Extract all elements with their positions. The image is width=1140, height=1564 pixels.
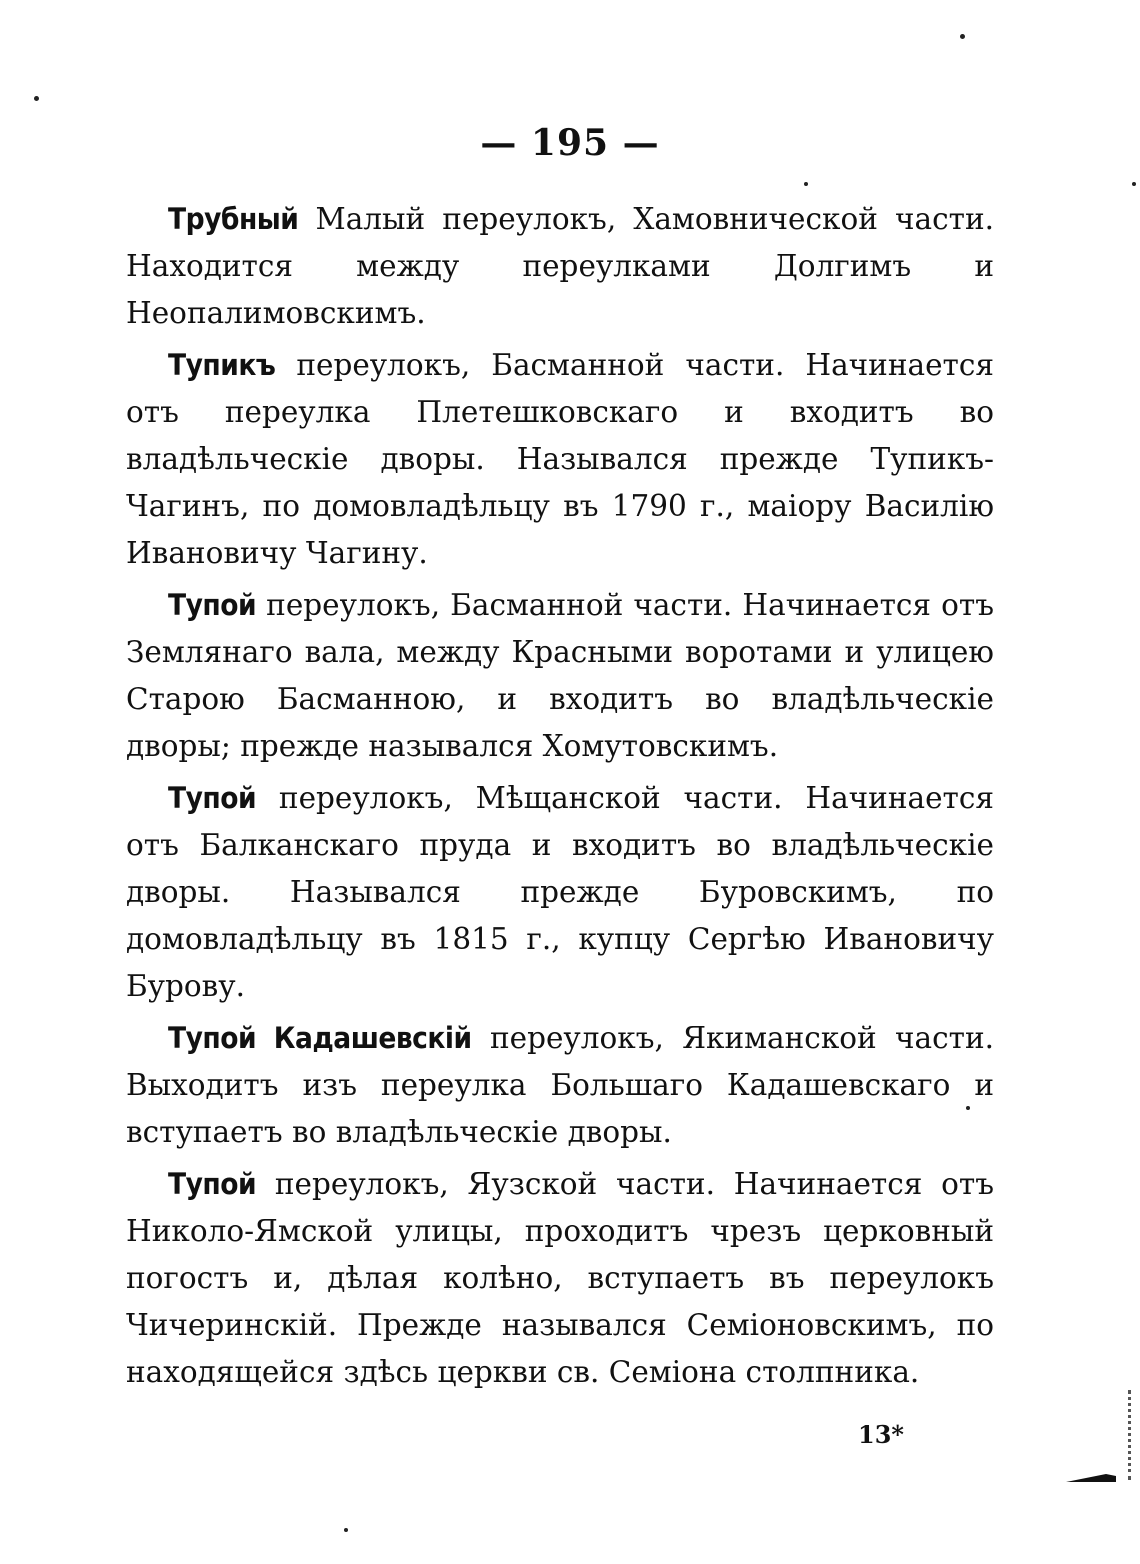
entry-headword: Тупой bbox=[168, 781, 257, 815]
entry-text: переулокъ, Басманной части. Начинается отъ переулка Плетешковскаго и входитъ во владѣльческіе дворы. Назывался прежде Тупикъ-Чагинъ, по домовладѣльцу въ 1790 г., маіору Василію Ивановичу Чагину. bbox=[126, 348, 994, 570]
entry-tupoy-kadashevsky bbox=[126, 1015, 994, 1156]
signature-mark: 13* bbox=[858, 1420, 904, 1449]
entry-text: переулокъ, Басманной части. Начинается отъ Землянаго вала, между Красными воротами и улицею Старою Басманною, и входитъ во владѣльческіе дворы; прежде назывался Хомутовскимъ. bbox=[126, 588, 994, 763]
entry-text: переулокъ, Мѣщанской части. Начинается отъ Балканскаго пруда и входитъ во владѣльческіе дворы. Назывался прежде Буровскимъ, по домовладѣльцу въ 1815 г., купцу Сергѣю Ивановичу Бурову. bbox=[126, 781, 994, 1003]
entry-headword: Тупикъ bbox=[168, 348, 276, 382]
entry-tupoy-basmannoy bbox=[126, 582, 994, 770]
page-number: — 195 — bbox=[480, 122, 660, 164]
entry-headword: Тупой Кадашевскій bbox=[168, 1021, 472, 1055]
entry-tupik bbox=[126, 342, 994, 577]
entry-text: Малый переулокъ, Хамовнической части. Находится между переулками Долгимъ и Неопалимовскимъ. bbox=[126, 202, 994, 330]
scan-speck bbox=[966, 1106, 970, 1110]
entry-text: переулокъ, Яузской части. Начинается отъ Николо-Ямской улицы, проходитъ чрезъ церковный погостъ и, дѣлая колѣно, вступаетъ въ переулокъ Чичеринскій. Прежде назывался Семіоновскимъ, по находящейся здѣсь церкви св. Семіона столпника. bbox=[126, 1167, 994, 1389]
entry-text: переулокъ, Якиманской части. Выходитъ изъ переулка Большаго Кадашевскаго и вступаетъ во владѣльческіе дворы. bbox=[126, 1021, 994, 1149]
scan-speck bbox=[960, 34, 965, 39]
entry-tupoy-meshchanskoy bbox=[126, 775, 994, 1010]
scan-speck bbox=[804, 182, 808, 186]
page-text-body bbox=[126, 196, 994, 1401]
scan-edge-mark bbox=[1066, 1470, 1116, 1484]
scan-speck bbox=[344, 1528, 348, 1532]
entry-tupoy-yauzskoy bbox=[126, 1161, 994, 1396]
entry-headword: Тупой bbox=[168, 588, 257, 622]
entry-trubny bbox=[126, 196, 994, 337]
scan-speck bbox=[34, 96, 39, 101]
scan-edge-dots bbox=[1128, 1390, 1135, 1480]
entry-headword: Трубный bbox=[168, 202, 299, 236]
scan-speck bbox=[1132, 182, 1136, 186]
entry-headword: Тупой bbox=[168, 1167, 257, 1201]
